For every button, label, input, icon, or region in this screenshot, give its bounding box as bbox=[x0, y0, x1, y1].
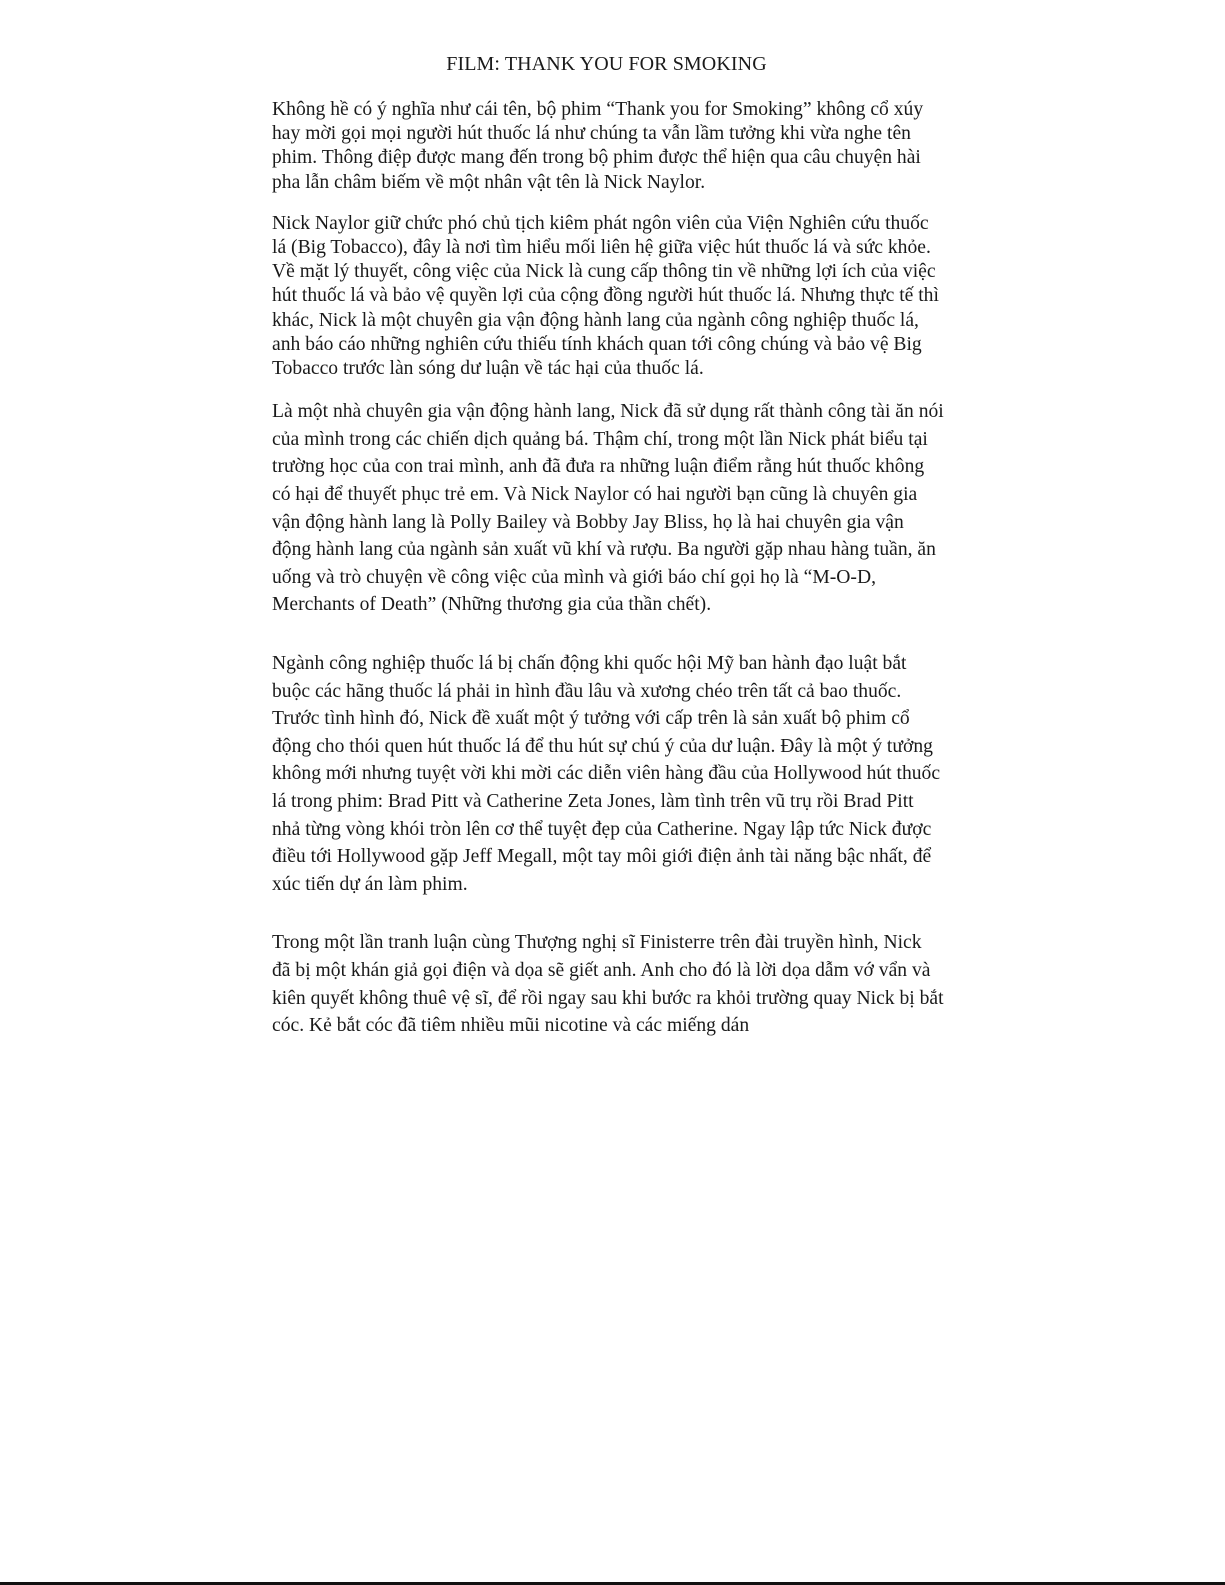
paragraph-hollywood-film: Ngành công nghiệp thuốc lá bị chấn động khi quốc hội Mỹ ban hành đạo luật bắt buộc các hãng thuốc lá phải in hình đầu lâu và xương chéo trên tất cả bao thuốc. Trước tình hình đó, Nick đề xuất một ý tưởng với cấp trên là sản xuất bộ phim cổ động cho thói quen hút thuốc lá để thu hút sự chú ý của dư luận. Đây là một ý tưởng không mới nhưng tuyệt vời khi mời các diễn viên hàng đầu của Hollywood hút thuốc lá trong phim: Brad Pitt và Catherine Zeta Jones, làm tình trên vũ trụ rồi Brad Pitt nhả từng vòng khói tròn lên cơ thể tuyệt đẹp của Catherine. Ngay lập tức Nick được điều tới Hollywood gặp Jeff Megall, một tay môi giới điện ảnh tài năng bậc nhất, để xúc tiến dự án làm phim. bbox=[272, 652, 941, 895]
paragraph-kidnapping: Trong một lần tranh luận cùng Thượng nghị sĩ Finisterre trên đài truyền hình, Nick đã bị một khán giả gọi điện và dọa sẽ giết anh. Anh cho đó là lời dọa dẫm vớ vẩn và kiên quyết không thuê vệ sĩ, để rồi ngay sau khi bước ra khỏi trường quay Nick bị bắt cóc. Kẻ bắt cóc đã tiêm nhiều mũi nicotine và các miếng dán bbox=[272, 932, 944, 1037]
document-body bbox=[272, 98, 944, 1040]
paragraph-lobbyist-mod: Là một nhà chuyên gia vận động hành lang, Nick đã sử dụng rất thành công tài ăn nói của mình trong các chiến dịch quảng bá. Thậm chí, trong một lần Nick phát biểu tại trường học của con trai mình, anh đã đưa ra những luận điểm rằng hút thuốc không có hại để thuyết phục trẻ em. Và Nick Naylor có hai người bạn cũng là chuyên gia vận động hành lang là Polly Bailey và Bobby Jay Bliss, họ là hai chuyên gia vận động hành lang của ngành sản xuất vũ khí và rượu. Ba người gặp nhau hàng tuần, ăn uống và trò chuyện về công việc của mình và giới báo chí gọi họ là “M-O-D, Merchants of Death” (Những thương gia của thần chết). bbox=[272, 401, 944, 616]
document-title: FILM: THANK YOU FOR SMOKING bbox=[446, 53, 767, 75]
paragraph-intro: Không hề có ý nghĩa như cái tên, bộ phim “Thank you for Smoking” không cổ xúy hay mời gọi mọi người hút thuốc lá như chúng ta vẫn lầm tưởng khi vừa nghe tên phim. Thông điệp được mang đến trong bộ phim được thể hiện qua câu chuyện hài pha lẫn châm biếm về một nhân vật tên là Nick Naylor. bbox=[272, 99, 924, 193]
paragraph-nick-naylor-role: Nick Naylor giữ chức phó chủ tịch kiêm phát ngôn viên của Viện Nghiên cứu thuốc lá (Big Tobacco), đây là nơi tìm hiểu mối liên hệ giữa việc hút thuốc lá và sức khỏe. Về mặt lý thuyết, công việc của Nick là cung cấp thông tin về những lợi ích của việc hút thuốc lá và bảo vệ quyền lợi của cộng đồng người hút thuốc lá. Nhưng thực tế thì khác, Nick là một chuyên gia vận động hành lang của ngành công nghiệp thuốc lá, anh báo cáo những nghiên cứu thiếu tính khách quan tới công chúng và bảo vệ Big Tobacco trước làn sóng dư luận về tác hại của thuốc lá. bbox=[272, 212, 939, 380]
